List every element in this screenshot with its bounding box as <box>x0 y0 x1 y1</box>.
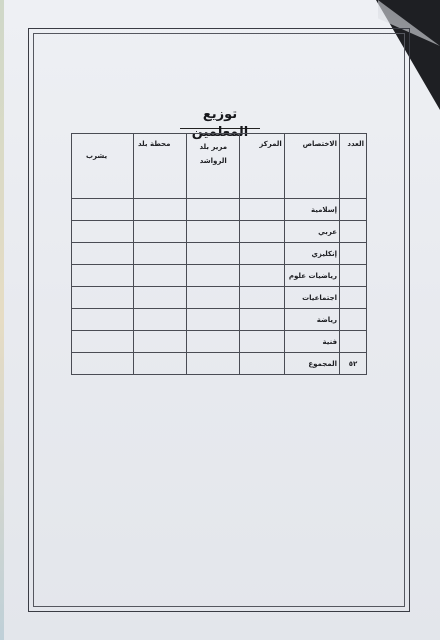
cell-empty <box>72 353 134 375</box>
header-mrir-line1: مرير بلد <box>199 143 228 151</box>
cell-empty <box>187 287 240 309</box>
cell-count <box>340 287 367 309</box>
cell-empty <box>240 331 285 353</box>
cell-empty <box>134 309 187 331</box>
cell-specialty: إنكليزي <box>284 243 339 265</box>
cell-empty <box>134 331 187 353</box>
cell-empty <box>72 309 134 331</box>
header-center: المركز <box>240 134 285 199</box>
cell-count <box>340 243 367 265</box>
cell-empty <box>72 265 134 287</box>
table-row <box>72 199 367 221</box>
cell-empty <box>240 243 285 265</box>
header-mhta: محطة بلد <box>134 134 187 199</box>
cell-empty <box>72 331 134 353</box>
table-row <box>72 331 367 353</box>
header-count: العدد <box>340 134 367 199</box>
cell-total-count: ٥٢ <box>340 353 367 375</box>
cell-specialty: عربي <box>284 221 339 243</box>
cell-count <box>340 331 367 353</box>
table-row <box>72 265 367 287</box>
table-row-total <box>72 353 367 375</box>
cell-empty <box>187 331 240 353</box>
cell-empty <box>187 265 240 287</box>
cell-count <box>340 199 367 221</box>
cell-empty <box>240 221 285 243</box>
cell-empty <box>72 221 134 243</box>
cell-specialty: فنية <box>284 331 339 353</box>
cell-count <box>340 309 367 331</box>
cell-empty <box>187 243 240 265</box>
header-yshrb: يشرب <box>72 134 134 199</box>
document-title: توزيع المعلمين <box>180 106 260 129</box>
cell-empty <box>134 265 187 287</box>
cell-empty <box>187 309 240 331</box>
header-mrir <box>187 134 240 199</box>
cell-empty <box>134 287 187 309</box>
cell-specialty: رياضة <box>284 309 339 331</box>
cell-empty <box>134 353 187 375</box>
cell-specialty: اجتماعيات <box>284 287 339 309</box>
cell-empty <box>187 221 240 243</box>
table-row <box>72 243 367 265</box>
cell-specialty: إسلامية <box>284 199 339 221</box>
cell-empty <box>187 353 240 375</box>
table-header-row <box>72 134 367 199</box>
table-row <box>72 221 367 243</box>
teachers-distribution-table <box>71 133 367 375</box>
cell-count <box>340 265 367 287</box>
cell-specialty: رياضيات علوم <box>284 265 339 287</box>
cell-count <box>340 221 367 243</box>
cell-empty <box>240 287 285 309</box>
header-mrir-line2: الرواشد <box>199 157 227 165</box>
table-row <box>72 309 367 331</box>
cell-empty <box>240 353 285 375</box>
cell-empty <box>134 243 187 265</box>
cell-empty <box>134 199 187 221</box>
cell-empty <box>72 287 134 309</box>
header-specialty: الاختصاص <box>284 134 339 199</box>
cell-total-label: المجموع <box>284 353 339 375</box>
cell-empty <box>240 199 285 221</box>
cell-empty <box>72 199 134 221</box>
cell-empty <box>134 221 187 243</box>
cell-empty <box>240 309 285 331</box>
cell-empty <box>72 243 134 265</box>
cell-empty <box>240 265 285 287</box>
table-row <box>72 287 367 309</box>
cell-empty <box>187 199 240 221</box>
